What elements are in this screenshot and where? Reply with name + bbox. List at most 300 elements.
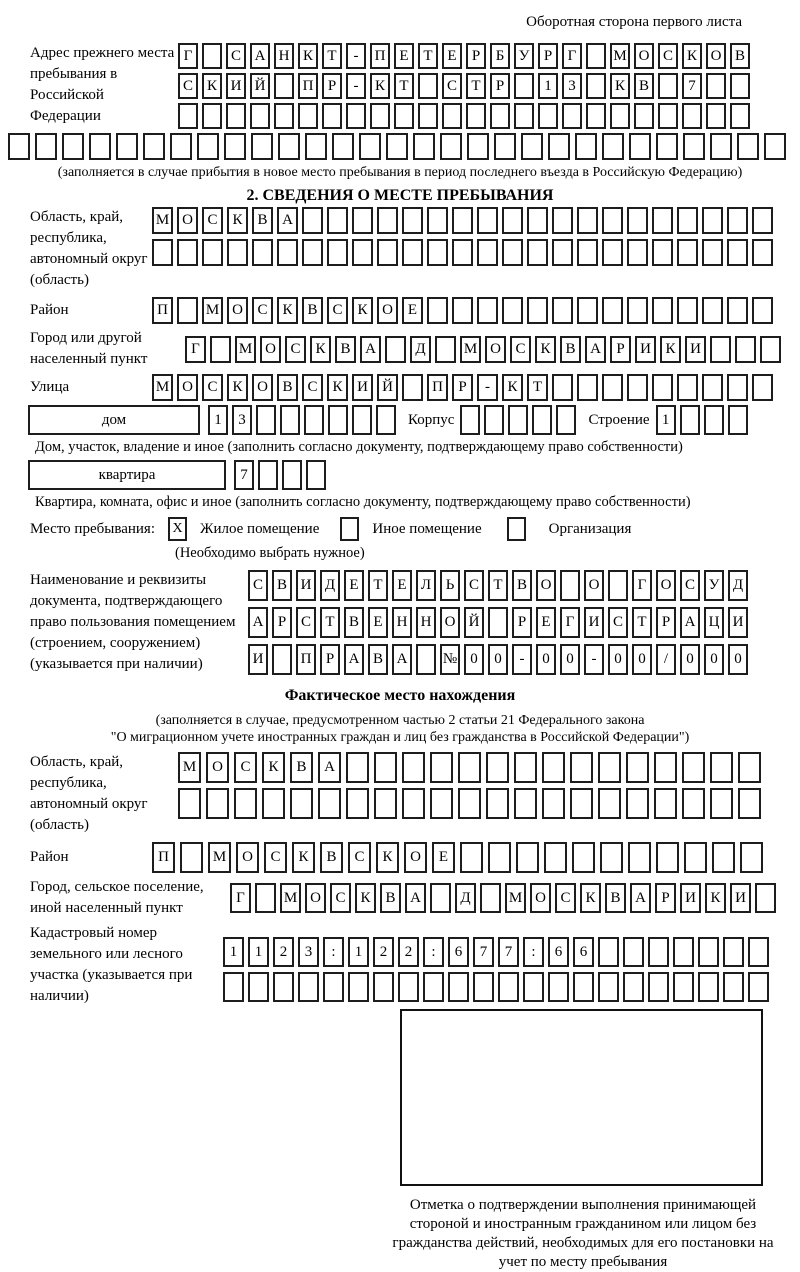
char-box[interactable] (598, 972, 619, 1002)
char-box[interactable] (448, 972, 469, 1002)
char-box[interactable] (346, 788, 369, 819)
char-box[interactable]: Е (402, 297, 423, 324)
char-box[interactable] (760, 336, 781, 363)
char-box[interactable] (435, 336, 456, 363)
char-box[interactable] (552, 374, 573, 401)
char-box[interactable] (654, 788, 677, 819)
char-box[interactable] (473, 972, 494, 1002)
house-type-box[interactable]: дом (28, 405, 200, 435)
char-box[interactable] (514, 103, 534, 129)
char-box[interactable] (430, 883, 451, 913)
char-box[interactable] (197, 133, 219, 160)
char-box[interactable] (704, 405, 724, 435)
char-box[interactable]: 0 (536, 644, 556, 675)
char-box[interactable] (627, 297, 648, 324)
char-box[interactable]: С (330, 883, 351, 913)
char-box[interactable]: Г (560, 607, 580, 638)
char-box[interactable] (575, 133, 597, 160)
char-box[interactable]: В (277, 374, 298, 401)
char-box[interactable]: А (360, 336, 381, 363)
char-box[interactable] (627, 207, 648, 234)
char-box[interactable] (542, 752, 565, 783)
char-box[interactable] (248, 972, 269, 1002)
char-box[interactable]: П (298, 73, 318, 99)
char-box[interactable] (706, 103, 726, 129)
char-box[interactable] (738, 788, 761, 819)
char-box[interactable]: В (302, 297, 323, 324)
char-box[interactable] (178, 103, 198, 129)
char-box[interactable]: К (355, 883, 376, 913)
char-box[interactable] (386, 133, 408, 160)
char-box[interactable]: К (202, 73, 222, 99)
char-box[interactable] (440, 133, 462, 160)
char-box[interactable] (402, 239, 423, 266)
char-box[interactable] (516, 842, 539, 873)
char-box[interactable]: А (277, 207, 298, 234)
char-box[interactable] (413, 133, 435, 160)
char-box[interactable]: Н (392, 607, 412, 638)
char-box[interactable]: № (440, 644, 460, 675)
char-box[interactable]: М (152, 207, 173, 234)
char-box[interactable] (698, 937, 719, 967)
char-box[interactable]: 6 (548, 937, 569, 967)
char-box[interactable] (304, 405, 324, 435)
char-box[interactable]: А (392, 644, 412, 675)
char-box[interactable]: К (310, 336, 331, 363)
char-box[interactable] (586, 103, 606, 129)
char-box[interactable]: Г (632, 570, 652, 601)
char-box[interactable] (143, 133, 165, 160)
char-box[interactable] (250, 103, 270, 129)
char-box[interactable] (327, 239, 348, 266)
char-box[interactable]: О (206, 752, 229, 783)
char-box[interactable]: 0 (632, 644, 652, 675)
char-box[interactable] (177, 239, 198, 266)
char-box[interactable] (234, 788, 257, 819)
char-box[interactable]: К (227, 207, 248, 234)
char-box[interactable]: В (290, 752, 313, 783)
char-box[interactable]: 7 (682, 73, 702, 99)
char-box[interactable]: О (177, 207, 198, 234)
char-box[interactable] (152, 239, 173, 266)
char-box[interactable]: В (634, 73, 654, 99)
char-box[interactable] (652, 207, 673, 234)
char-box[interactable]: К (535, 336, 556, 363)
char-box[interactable] (570, 788, 593, 819)
char-box[interactable] (277, 239, 298, 266)
char-box[interactable]: - (584, 644, 604, 675)
char-box[interactable] (352, 207, 373, 234)
char-box[interactable] (608, 570, 628, 601)
char-box[interactable]: Т (632, 607, 652, 638)
char-box[interactable] (262, 788, 285, 819)
char-box[interactable] (359, 133, 381, 160)
char-box[interactable] (272, 644, 292, 675)
char-box[interactable]: 3 (298, 937, 319, 967)
char-box[interactable]: О (252, 374, 273, 401)
char-box[interactable]: - (346, 73, 366, 99)
char-box[interactable]: 2 (398, 937, 419, 967)
char-box[interactable] (628, 842, 651, 873)
char-box[interactable]: 7 (498, 937, 519, 967)
char-box[interactable] (255, 883, 276, 913)
char-box[interactable]: С (348, 842, 371, 873)
char-box[interactable] (656, 842, 679, 873)
char-box[interactable]: С (234, 752, 257, 783)
char-box[interactable]: Т (488, 570, 508, 601)
char-box[interactable] (302, 239, 323, 266)
char-box[interactable] (682, 788, 705, 819)
char-box[interactable] (202, 239, 223, 266)
char-box[interactable]: 0 (608, 644, 628, 675)
char-box[interactable]: 6 (573, 937, 594, 967)
char-box[interactable] (552, 239, 573, 266)
char-box[interactable] (706, 73, 726, 99)
char-box[interactable] (327, 207, 348, 234)
char-box[interactable]: Г (178, 43, 198, 69)
char-box[interactable]: Н (416, 607, 436, 638)
char-box[interactable]: С (555, 883, 576, 913)
char-box[interactable] (727, 239, 748, 266)
char-box[interactable]: Е (344, 570, 364, 601)
char-box[interactable]: Е (394, 43, 414, 69)
char-box[interactable]: А (585, 336, 606, 363)
char-box[interactable] (256, 405, 276, 435)
char-box[interactable]: Д (728, 570, 748, 601)
char-box[interactable] (452, 207, 473, 234)
char-box[interactable] (502, 239, 523, 266)
char-box[interactable] (602, 239, 623, 266)
char-box[interactable] (376, 405, 396, 435)
char-box[interactable] (402, 207, 423, 234)
char-box[interactable] (206, 788, 229, 819)
char-box[interactable]: В (344, 607, 364, 638)
char-box[interactable]: К (705, 883, 726, 913)
char-box[interactable] (602, 374, 623, 401)
char-box[interactable] (710, 752, 733, 783)
char-box[interactable]: О (260, 336, 281, 363)
char-box[interactable] (514, 73, 534, 99)
char-box[interactable] (323, 972, 344, 1002)
char-box[interactable]: И (296, 570, 316, 601)
char-box[interactable] (423, 972, 444, 1002)
char-box[interactable]: 3 (562, 73, 582, 99)
char-box[interactable]: Т (527, 374, 548, 401)
char-box[interactable]: С (226, 43, 246, 69)
char-box[interactable]: 1 (538, 73, 558, 99)
char-box[interactable] (418, 73, 438, 99)
char-box[interactable]: Т (368, 570, 388, 601)
char-box[interactable] (626, 788, 649, 819)
char-box[interactable]: У (514, 43, 534, 69)
char-box[interactable]: П (152, 842, 175, 873)
char-box[interactable]: - (512, 644, 532, 675)
char-box[interactable] (710, 788, 733, 819)
char-box[interactable]: Ц (704, 607, 724, 638)
char-box[interactable] (629, 133, 651, 160)
char-box[interactable] (648, 972, 669, 1002)
char-box[interactable] (502, 207, 523, 234)
char-box[interactable]: М (280, 883, 301, 913)
char-box[interactable]: С (296, 607, 316, 638)
char-box[interactable]: К (610, 73, 630, 99)
char-box[interactable] (373, 972, 394, 1002)
char-box[interactable] (623, 937, 644, 967)
char-box[interactable] (494, 133, 516, 160)
char-box[interactable]: К (682, 43, 702, 69)
char-box[interactable]: О (440, 607, 460, 638)
char-box[interactable] (486, 788, 509, 819)
char-box[interactable] (702, 374, 723, 401)
char-box[interactable] (322, 103, 342, 129)
char-box[interactable] (723, 937, 744, 967)
char-box[interactable] (752, 207, 773, 234)
char-box[interactable] (727, 207, 748, 234)
char-box[interactable] (488, 607, 508, 638)
char-box[interactable] (728, 405, 748, 435)
char-box[interactable]: И (352, 374, 373, 401)
char-box[interactable]: Р (655, 883, 676, 913)
char-box[interactable]: 1 (656, 405, 676, 435)
char-box[interactable] (677, 239, 698, 266)
char-box[interactable]: О (536, 570, 556, 601)
char-box[interactable] (577, 207, 598, 234)
char-box[interactable] (328, 405, 348, 435)
char-box[interactable] (702, 239, 723, 266)
char-box[interactable] (723, 972, 744, 1002)
char-box[interactable] (586, 73, 606, 99)
char-box[interactable]: / (656, 644, 676, 675)
char-box[interactable] (467, 133, 489, 160)
char-box[interactable] (656, 133, 678, 160)
char-box[interactable]: И (728, 607, 748, 638)
char-box[interactable] (332, 133, 354, 160)
char-box[interactable]: О (584, 570, 604, 601)
char-box[interactable]: А (405, 883, 426, 913)
char-box[interactable]: Р (512, 607, 532, 638)
char-box[interactable] (258, 460, 278, 490)
char-box[interactable]: М (202, 297, 223, 324)
char-box[interactable]: Г (562, 43, 582, 69)
char-box[interactable]: Й (250, 73, 270, 99)
apartment-type-box[interactable]: квартира (28, 460, 226, 490)
char-box[interactable] (346, 752, 369, 783)
char-box[interactable]: Р (322, 73, 342, 99)
char-box[interactable] (35, 133, 57, 160)
char-box[interactable] (377, 207, 398, 234)
char-box[interactable]: Р (272, 607, 292, 638)
char-box[interactable]: М (235, 336, 256, 363)
char-box[interactable]: О (656, 570, 676, 601)
char-box[interactable]: В (272, 570, 292, 601)
char-box[interactable]: И (635, 336, 656, 363)
char-box[interactable]: К (227, 374, 248, 401)
char-box[interactable] (89, 133, 111, 160)
char-box[interactable] (385, 336, 406, 363)
char-box[interactable] (652, 374, 673, 401)
char-box[interactable] (374, 788, 397, 819)
char-box[interactable]: С (252, 297, 273, 324)
char-box[interactable]: И (226, 73, 246, 99)
char-box[interactable]: Д (410, 336, 431, 363)
char-box[interactable] (442, 103, 462, 129)
char-box[interactable] (348, 972, 369, 1002)
char-box[interactable] (538, 103, 558, 129)
char-box[interactable]: : (323, 937, 344, 967)
char-box[interactable] (352, 405, 372, 435)
char-box[interactable] (458, 788, 481, 819)
char-box[interactable] (527, 297, 548, 324)
char-box[interactable] (682, 752, 705, 783)
char-box[interactable]: М (152, 374, 173, 401)
char-box[interactable] (370, 103, 390, 129)
char-box[interactable]: Е (392, 570, 412, 601)
char-box[interactable] (544, 842, 567, 873)
char-box[interactable]: К (502, 374, 523, 401)
char-box[interactable] (452, 297, 473, 324)
char-box[interactable]: 2 (373, 937, 394, 967)
char-box[interactable] (306, 460, 326, 490)
char-box[interactable]: С (202, 374, 223, 401)
char-box[interactable] (502, 297, 523, 324)
char-box[interactable] (210, 336, 231, 363)
char-box[interactable]: : (423, 937, 444, 967)
char-box[interactable] (202, 43, 222, 69)
char-box[interactable]: К (262, 752, 285, 783)
char-box[interactable] (430, 752, 453, 783)
char-box[interactable] (570, 752, 593, 783)
char-box[interactable] (752, 374, 773, 401)
char-box[interactable]: В (380, 883, 401, 913)
char-box[interactable] (658, 103, 678, 129)
char-box[interactable] (508, 405, 528, 435)
char-box[interactable] (727, 297, 748, 324)
char-box[interactable]: Р (538, 43, 558, 69)
char-box[interactable] (477, 207, 498, 234)
char-box[interactable] (598, 752, 621, 783)
char-box[interactable] (374, 752, 397, 783)
char-box[interactable]: М (208, 842, 231, 873)
char-box[interactable]: С (442, 73, 462, 99)
char-box[interactable] (290, 788, 313, 819)
char-box[interactable]: С (680, 570, 700, 601)
char-box[interactable]: О (706, 43, 726, 69)
char-box[interactable]: Т (466, 73, 486, 99)
char-box[interactable]: А (680, 607, 700, 638)
char-box[interactable] (490, 103, 510, 129)
char-box[interactable] (458, 752, 481, 783)
char-box[interactable]: 7 (234, 460, 254, 490)
char-box[interactable] (274, 73, 294, 99)
char-box[interactable]: Б (490, 43, 510, 69)
char-box[interactable]: - (346, 43, 366, 69)
char-box[interactable]: О (227, 297, 248, 324)
char-box[interactable] (252, 239, 273, 266)
char-box[interactable] (377, 239, 398, 266)
char-box[interactable] (748, 972, 769, 1002)
char-box[interactable]: С (608, 607, 628, 638)
char-box[interactable] (552, 297, 573, 324)
char-box[interactable] (627, 239, 648, 266)
char-box[interactable] (738, 752, 761, 783)
char-box[interactable] (498, 972, 519, 1002)
char-box[interactable] (712, 842, 735, 873)
char-box[interactable] (755, 883, 776, 913)
char-box[interactable] (572, 842, 595, 873)
char-box[interactable] (427, 207, 448, 234)
char-box[interactable]: К (376, 842, 399, 873)
char-box[interactable]: Т (418, 43, 438, 69)
char-box[interactable]: О (236, 842, 259, 873)
char-box[interactable]: В (335, 336, 356, 363)
char-box[interactable]: Е (442, 43, 462, 69)
char-box[interactable]: 1 (348, 937, 369, 967)
char-box[interactable]: В (368, 644, 388, 675)
char-box[interactable] (521, 133, 543, 160)
char-box[interactable]: И (584, 607, 604, 638)
char-box[interactable] (416, 644, 436, 675)
char-box[interactable] (280, 405, 300, 435)
char-box[interactable]: У (704, 570, 724, 601)
char-box[interactable]: Р (466, 43, 486, 69)
char-box[interactable] (488, 842, 511, 873)
char-box[interactable] (702, 207, 723, 234)
char-box[interactable] (730, 73, 750, 99)
char-box[interactable]: В (560, 336, 581, 363)
char-box[interactable]: С (264, 842, 287, 873)
char-box[interactable]: О (404, 842, 427, 873)
char-box[interactable]: В (730, 43, 750, 69)
char-box[interactable]: С (202, 207, 223, 234)
char-box[interactable] (527, 239, 548, 266)
char-box[interactable] (251, 133, 273, 160)
char-box[interactable]: К (352, 297, 373, 324)
char-box[interactable] (562, 103, 582, 129)
char-box[interactable]: О (305, 883, 326, 913)
char-box[interactable]: Р (452, 374, 473, 401)
char-box[interactable]: Р (320, 644, 340, 675)
char-box[interactable]: С (248, 570, 268, 601)
char-box[interactable] (752, 239, 773, 266)
char-box[interactable] (298, 972, 319, 1002)
char-box[interactable] (710, 336, 731, 363)
char-box[interactable]: В (320, 842, 343, 873)
char-box[interactable]: Е (368, 607, 388, 638)
char-box[interactable] (480, 883, 501, 913)
char-box[interactable]: С (178, 73, 198, 99)
char-box[interactable]: И (730, 883, 751, 913)
char-box[interactable]: К (580, 883, 601, 913)
char-box[interactable] (737, 133, 759, 160)
char-box[interactable] (202, 103, 222, 129)
char-box[interactable]: А (630, 883, 651, 913)
char-box[interactable] (548, 133, 570, 160)
char-box[interactable] (273, 972, 294, 1002)
char-box[interactable]: В (605, 883, 626, 913)
char-box[interactable] (764, 133, 786, 160)
char-box[interactable]: Д (455, 883, 476, 913)
char-box[interactable] (116, 133, 138, 160)
char-box[interactable] (602, 207, 623, 234)
char-box[interactable] (600, 842, 623, 873)
char-box[interactable] (677, 297, 698, 324)
char-box[interactable] (602, 297, 623, 324)
char-box[interactable]: А (248, 607, 268, 638)
char-box[interactable]: Е (432, 842, 455, 873)
char-box[interactable] (577, 297, 598, 324)
char-box[interactable]: Т (320, 607, 340, 638)
char-box[interactable] (626, 752, 649, 783)
